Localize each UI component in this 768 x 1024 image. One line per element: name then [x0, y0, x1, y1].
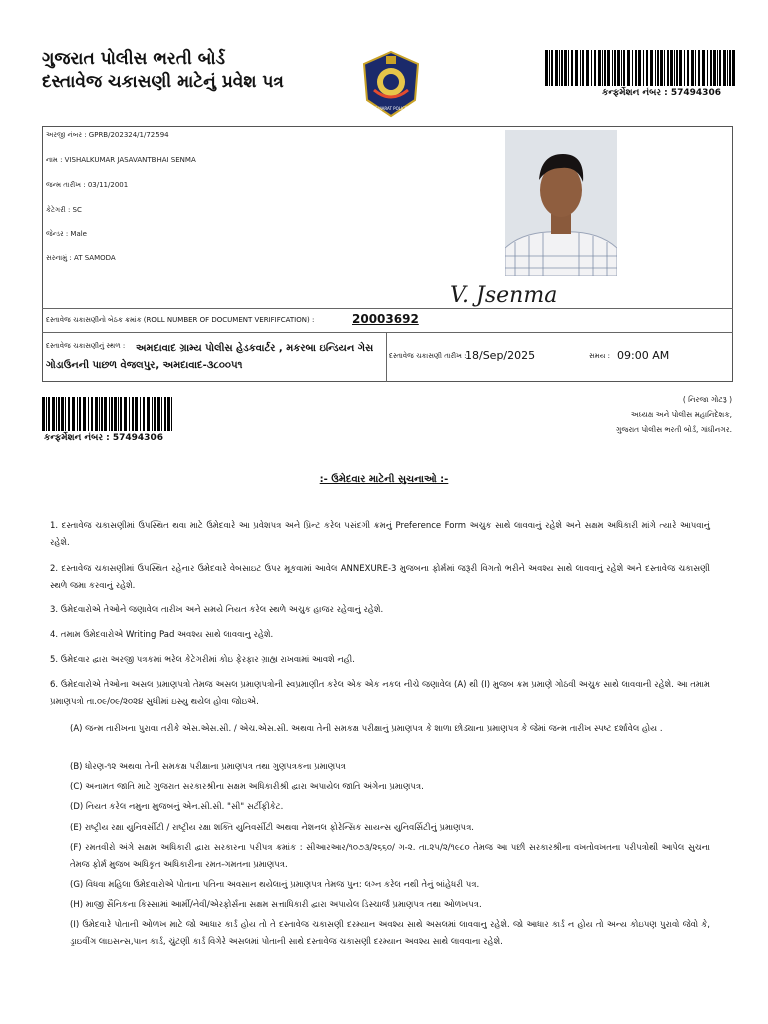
barcode-bar	[564, 50, 567, 86]
barcode-bar	[164, 397, 166, 431]
document-list-item: (D) નિયત કરેલ નમુના મુજબનું એન.સી.સી. "સી" સર્ટીફીકેટ.	[70, 802, 284, 812]
barcode-bar	[68, 397, 70, 431]
barcode-bar	[643, 50, 644, 86]
barcode-bar	[684, 50, 685, 86]
instruction-item: 1. દસ્તાવેજ ચકાસણીમાં ઉપસ્થિત થવા માટે ઉમેદવારે આ પ્રવેશપત્ર અને પ્રિન્ટ કરેલ પસંદગી ક્રમનું Preference Form અચુક સાથે લાવવાનું રહેશે અને સક્ષમ અધિકારી માંગે ત્યારે આપવાનું રહેશે.	[50, 521, 710, 548]
barcode-bar	[559, 50, 560, 86]
barcode-bar	[104, 397, 107, 431]
barcode-bar	[129, 397, 130, 431]
barcode-bar	[545, 50, 548, 86]
barcode-bar	[591, 50, 592, 86]
barcode-bar	[646, 50, 648, 86]
barcode-bar	[551, 50, 553, 86]
barcode-bar	[46, 397, 47, 431]
instructions-title: :- ઉમેદવાર માટેની સુચનાઓ :-	[319, 474, 449, 485]
gender: જેન્ડર : Male	[46, 230, 87, 238]
barcode-bar	[109, 397, 110, 431]
verification-time: 09:00 AM	[617, 349, 670, 362]
barcode-bar	[598, 50, 601, 86]
instruction-item: 6. ઉમેદવારોએ તેઓના અસલ પ્રમાણપત્રો તેમજ અસલ પ્રમાણપત્રોની સ્વપ્રમાણીત કરેલ એક એક નકલ નીચે જણાવેલ (A) થી (I) મુજબ ક્રમ પ્રમાણે ગોઠવી અચુક સાથે લાવવાની રહેશે. આ તમામ પ્રમાણપત્રો તા.૦૯/૦૯/૨૦૨૪ સુધીમાં ઇસ્યુ થયેલ હોવા જોઇએ.	[50, 680, 710, 707]
barcode-bar	[623, 50, 625, 86]
barcode-bar	[91, 397, 93, 431]
barcode-bar	[161, 397, 162, 431]
barcode-bar	[77, 397, 78, 431]
barcode-bar	[617, 50, 620, 86]
candidate-name: નામ : VISHALKUMAR JASAVANTBHAI SENMA	[46, 156, 196, 164]
barcode-bar	[95, 397, 98, 431]
barcode-bar	[627, 50, 630, 86]
barcode-bar	[717, 50, 718, 86]
barcode-bar	[118, 397, 119, 431]
authority-designation: અધ્યક્ષ અને પોલીસ મહાનિદેશક,	[630, 410, 732, 419]
document-list-item: (G) વિધવા મહિલા ઉમેદવારોએ પોતાના પતિના અવસાન થયેલાનું પ્રમાણપત્ર તેમજ પુન: લગ્ન કરેલ નથી તેનું બાંહેધરી પત્ર.	[70, 880, 480, 890]
barcode-bar	[635, 50, 637, 86]
barcode-bar	[132, 397, 134, 431]
barcode-bar	[664, 50, 665, 86]
barcode-bar	[723, 50, 726, 86]
barcode-bar	[719, 50, 721, 86]
barcode-bar	[120, 397, 122, 431]
instruction-item: 4. તમામ ઉમેદવારોએ Writing Pad અવશ્ય સાથે લાવવાનુ રહેશે.	[50, 630, 274, 640]
verification-date-label: દસ્તાવેજ ચકાસણી તારીખ :	[389, 352, 467, 360]
document-list-item: (E) રાષ્ટ્રીય રક્ષા યુનિવર્સીટી / રાષ્ટ્રીય રક્ષા શક્તિ યુનિવર્સીટી અથવા નેશનલ ફોરેન્સિક સાયન્સ યુનિવર્સિટીનું પ્રમાણપત્ર.	[70, 823, 475, 833]
confirmation-number-top: કન્ફર્મેશન નંબર : 57494306	[602, 88, 721, 98]
issuing-authority	[616, 392, 732, 437]
barcode-bar	[65, 397, 66, 431]
barcode-bar	[555, 50, 558, 86]
barcode-bar	[607, 50, 610, 86]
barcode-bar	[58, 397, 60, 431]
barcode-bar	[135, 397, 138, 431]
barcode-bottom	[42, 397, 173, 431]
roll-number-label: દસ્તાવેજ ચકાસણીનો બેઠક ક્રમાંક (ROLL NUMBER OF DOCUMENT VERIFIFCATION) :	[46, 316, 315, 324]
barcode-bar	[655, 50, 656, 86]
instruction-item: 2. દસ્તાવેજ ચકાસણીમાં ઉપસ્થિત રહેનાર ઉમેદવારે વેબસાઇટ ઉપર મૂકવામાં આવેલ ANNEXURE-3 મુજબના ફોર્મમાં જરૂરી વિગતો ભરીને અવશ્ય સાથે લાવવાનું રહેશે અને દસ્તાવેજ ચકાસણી સ્થળે જમા કરવાનું રહેશે.	[50, 564, 710, 591]
barcode-top	[545, 50, 736, 86]
barcode-bar	[695, 50, 696, 86]
barcode-bar	[167, 397, 170, 431]
document-list-item: (A) જન્મ તારીખના પુરાવા તરીકે એસ.એસ.સી. / એચ.એસ.સી. અથવા તેની સમકક્ષ પરીક્ષાનું પ્રમાણપત્ર કે શાળા છોડ્યાના પ્રમાણપત્ર કે જેમાં જન્મ તારીખ સ્પષ્ટ દર્શાવેલ હોય .	[70, 724, 663, 734]
barcode-bar	[140, 397, 141, 431]
barcode-bar	[614, 50, 616, 86]
barcode-bar	[687, 50, 689, 86]
barcode-bar	[568, 50, 569, 86]
barcode-bar	[56, 397, 57, 431]
barcode-bar	[99, 397, 100, 431]
barcode-bar	[575, 50, 578, 86]
roll-number: 20003692	[352, 312, 419, 326]
barcode-bar	[732, 50, 735, 86]
signature-text: V. Jsenma	[450, 283, 558, 308]
verification-time-label: સમય :	[589, 352, 610, 360]
barcode-bar	[667, 50, 669, 86]
barcode-bar	[561, 50, 563, 86]
barcode-bar	[729, 50, 731, 86]
barcode-bar	[61, 397, 64, 431]
barcode-bar	[604, 50, 606, 86]
barcode-bar	[101, 397, 103, 431]
barcode-bar	[691, 50, 694, 86]
person-photo-icon	[505, 130, 617, 276]
board-title	[42, 48, 284, 94]
candidate-photo	[505, 130, 617, 276]
candidate-signature	[450, 282, 660, 308]
instruction-item: 5. ઉમેદવાર દ્વારા અરજી પત્રકમાં ભરેલ કેટેગરીમાં કોઇ ફેરફાર ગ્રાહ્ય રાખવામાં આવશે નહી.	[50, 655, 355, 665]
barcode-bar	[612, 50, 613, 86]
venue-label: દસ્તાવેજ ચકાસણીનું સ્થળ :	[46, 342, 126, 350]
barcode-bar	[157, 397, 160, 431]
barcode-bar	[632, 50, 633, 86]
barcode-bar	[152, 397, 153, 431]
barcode-bar	[594, 50, 596, 86]
barcode-bar	[702, 50, 705, 86]
emblem-text: GUJARAT POLICE	[374, 106, 408, 111]
barcode-bar	[171, 397, 172, 431]
barcode-bar	[114, 397, 117, 431]
address: સરનામું : AT SAMODA	[46, 254, 116, 262]
barcode-bar	[650, 50, 653, 86]
barcode-bar	[660, 50, 663, 86]
document-list-item: (B) ધોરણ-૧૨ અથવા તેની સમકક્ષ પરીક્ષાના પ્રમાણપત્ર તથા ગુણપત્રકના પ્રમાણપત્ર	[70, 762, 346, 772]
barcode-bar	[621, 50, 622, 86]
barcode-bar	[111, 397, 113, 431]
barcode-bar	[698, 50, 700, 86]
venue-address: અમદાવાદ ગ્રામ્ય પોલીસ હેડકવાર્ટર , મકરબા ઇન્ડિયન ગેસ ગોડાઉનની પાછળ વેજલપુર, અમદાવાદ-૩૮૦૦૫૧	[46, 343, 374, 371]
barcode-bar	[52, 397, 55, 431]
barcode-bar	[670, 50, 673, 86]
barcode-bar	[143, 397, 145, 431]
application-number: અરજી નંબર : GPRB/202324/1/72594	[46, 131, 169, 139]
verification-date: 18/Sep/2025	[465, 349, 536, 362]
barcode-bar	[582, 50, 584, 86]
barcode-bar	[657, 50, 659, 86]
document-list-item: (I) ઉમેદવારે પોતાની ઓળખ માટે જો આધાર કાર્ડ હોય તો તે દસ્તાવેજ ચકાસણી દરમ્યાન અવશ્ય સાથે અસલમાં લાવવાનુ રહેશે. જો આધાર કાર્ડ ન હોય તો અન્ય કોઇપણ પુરાવો જેવો કે, ડ્રાઇવીંગ લાઇસન્સ,પાન કાર્ડ, ચુંટણી કાર્ડ વિગેરે અસલમાં પોતાની સાથે દસ્તાવેજ ચકાસણી દરમ્યાન અવશ્ય સાથે લાવવાના રહેશે.	[70, 920, 710, 947]
barcode-bar	[48, 397, 50, 431]
board-name: ગુજરાત પોલીસ ભરતી બોર્ડ	[42, 49, 225, 69]
barcode-bar	[42, 397, 45, 431]
authority-name: ( નિરજા ગોટરૂ )	[682, 395, 732, 404]
barcode-bar	[676, 50, 678, 86]
barcode-bar	[679, 50, 682, 86]
barcode-bar	[727, 50, 728, 86]
authority-office: ગુજરાત પોલીસ ભરતી બોર્ડ, ગાંધીનગર.	[615, 425, 732, 434]
barcode-bar	[586, 50, 589, 86]
instruction-item: 3. ઉમેદવારોએ તેઓને જણાવેલ તારીખ અને સમયે નિયત કરેલ સ્થળે અચુક હાજર રહેવાનું રહેશે.	[50, 605, 384, 615]
admit-card-title: દસ્તાવેજ ચકાસણી માટેનું પ્રવેશ પત્ર	[42, 72, 284, 92]
document-list-item: (C) અનામત જાતિ માટે ગુજરાત સરકારશ્રીના સક્ષમ અધિકારીશ્રી દ્વારા અપાયેલ જાતિ અંગેના પ્રમાણપત્ર.	[70, 782, 424, 792]
barcode-bar	[602, 50, 603, 86]
barcode-bar	[707, 50, 708, 86]
barcode-bar	[710, 50, 712, 86]
barcode-bar	[154, 397, 156, 431]
gujarat-police-emblem-icon	[360, 50, 422, 118]
barcode-bar	[88, 397, 89, 431]
barcode-bar	[549, 50, 550, 86]
date-of-birth: જન્મ તારીખ : 03/11/2001	[46, 181, 129, 189]
barcode-bar	[72, 397, 75, 431]
barcode-bar	[638, 50, 641, 86]
barcode-bar	[674, 50, 675, 86]
confirmation-number-bottom: કન્ફર્મેશન નંબર : 57494306	[44, 433, 163, 443]
document-list-item: (H) માજી સૈનિકના કિસ્સામાં આર્મી/નેવી/એરફોર્સના સક્ષમ સત્તાધિકારી દ્વારા અપાયેલ ડિસ્ચાર્જ પ્રમાણપત્ર તથા ઓળખપત્ર.	[70, 900, 482, 910]
barcode-bar	[124, 397, 127, 431]
barcode-bar	[580, 50, 581, 86]
barcode-bar	[147, 397, 150, 431]
document-list-item: (F) રમતવીરો અંગે સક્ષમ અધિકારી દ્વારા સરકારના પરીપત્ર ક્રમાંક : સીઆરઆર/૧૦૭૩/૨૬૬૦/ ગ-૨. તા.૨૫/૨/૧૯૮૦ તેમજ આ પછી સરકારશ્રીના વખતોવખતના પરીપત્રોથી આપેલ સુચના તેમજ ફોર્મ મુજબ અધિકૃત અધિકારીના રમત-ગમતના પ્રમાણપત્ર.	[70, 843, 710, 870]
barcode-bar	[83, 397, 86, 431]
category: કેટેગરી : SC	[46, 206, 82, 214]
barcode-bar	[713, 50, 716, 86]
barcode-bar	[79, 397, 81, 431]
barcode-bar	[571, 50, 573, 86]
